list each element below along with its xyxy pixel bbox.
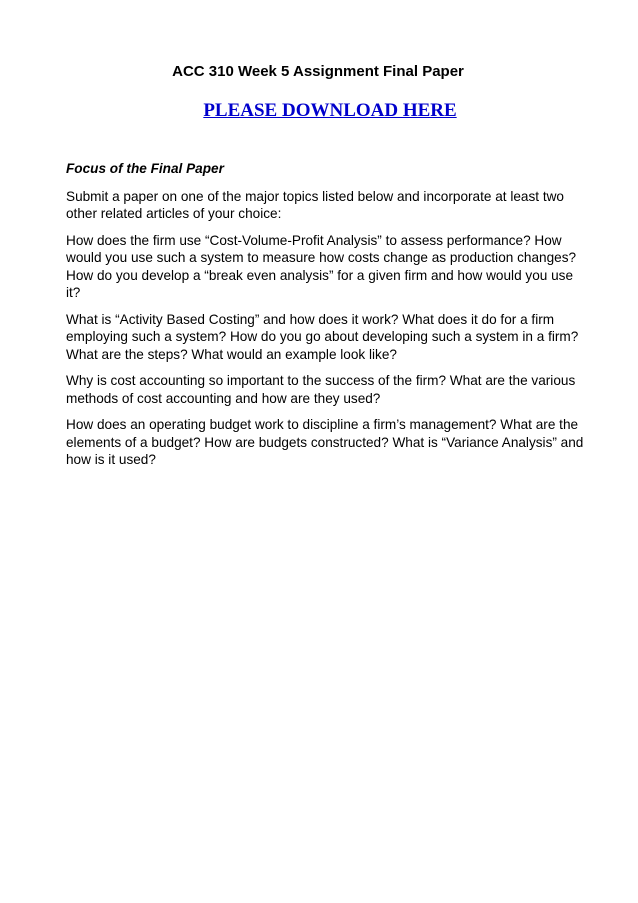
download-link[interactable]: PLEASE DOWNLOAD HERE: [203, 100, 457, 121]
section-heading: Focus of the Final Paper: [66, 161, 224, 176]
paragraph-topic-cvp: How does the firm use “Cost-Volume-Profit Analysis” to assess performance? How would you use such a system to measure how costs change as production changes? How do you develop a “break even analysis” for a given firm and how would you use it?: [66, 232, 577, 300]
paragraph-topic-abc: What is “Activity Based Costing” and how does it work? What does it do for a firm employing such a system? How do you go about developing such a system in a firm? What are the steps? What would an example look like?: [66, 311, 579, 362]
paragraph-topic-budget: How does an operating budget work to discipline a firm’s management? What are the elements of a budget? How are budgets constructed? What is “Variance Analysis” and how is it used?: [66, 417, 584, 467]
document-title: ACC 310 Week 5 Assignment Final Paper: [172, 63, 464, 80]
paragraph-instructions: Submit a paper on one of the major topics listed below and incorporate at least two other related articles of your choice:: [66, 188, 564, 221]
document-body: [66, 160, 586, 478]
paragraph-topic-cost-accounting: Why is cost accounting so important to the success of the firm? What are the various methods of cost accounting and how are they used?: [66, 373, 576, 406]
